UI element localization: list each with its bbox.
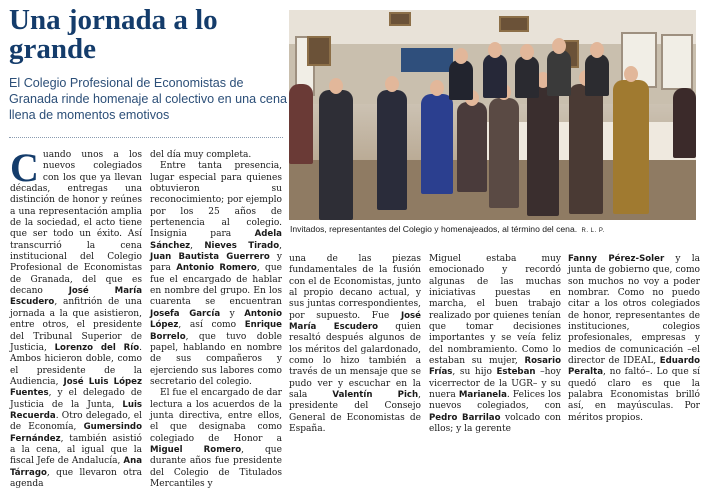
body-column-3 [289, 254, 421, 436]
body-column-2 [150, 150, 282, 490]
person-name: Josefa García [150, 308, 221, 319]
body-text-run: . Felices los nuevos colegiados, con [429, 390, 561, 412]
subheadline: El Colegio Profesional de Economistas de Granada rinde homenaje al colectivo en una cena llena de momentos emotivos [9, 76, 287, 122]
person-name: Nieves Tirado [204, 240, 280, 251]
person-name: Miguel Romero [150, 444, 242, 455]
photo-caption [290, 224, 698, 236]
body-text-run: El fue el encargado de dar lectura a los acuerdos de la junta directiva, entre ellos, el que designaba como colegiado de Honor a [150, 388, 282, 444]
body-text-run: quien resaltó después algunos de los méritos del galardonado, como lo hizo también a través de un mensaje que se pudo ver y escuchar en la sala [289, 322, 421, 401]
body-text-run: , no faltó–. Lo que sí quedó claro es que la palabra Economistas brilló así, en mayúsculas. Por méritos propios. [568, 367, 700, 423]
body-column-5 [568, 254, 700, 424]
person-name: Lorenzo del Río [54, 342, 140, 353]
person-name: Enrique Borrelo [150, 320, 282, 342]
body-text-run: , su hijo [452, 367, 497, 378]
body-paragraph [289, 254, 421, 436]
person-name: Adela Sánchez [150, 229, 282, 251]
body-text-run: del día muy completa. [150, 150, 252, 160]
headline: Una jornada a lo grande [9, 4, 218, 65]
body-text-run: , [279, 240, 282, 251]
person-name: Ana Tárrago [10, 456, 142, 478]
body-paragraph [150, 150, 282, 161]
person-name: Fanny Pérez-Soler [568, 254, 665, 264]
body-text-run: . Otro delegado, el de Economía, [10, 410, 142, 433]
person-name: Antonio López [150, 308, 282, 331]
person-name: Gumersindo Fernández [10, 422, 142, 444]
body-paragraph [10, 145, 142, 490]
person-name: Juan Bautista Guerrero [150, 252, 270, 263]
body-text-run: Miguel estaba muy emocionado y recordó algunas de las muchas iniciativas puestas en marcha, el buen trabajo realizado por quienes tenían que tomar decisiones importantes y se veía feliz del nombramiento. Como lo estaban su mujer, [429, 254, 561, 367]
body-text-run: , [190, 240, 205, 251]
divider [9, 137, 283, 138]
body-text-run: uando unos a los nuevos colegiados con los que ya llevan décadas, entregas una distinción de honor y reúnes a una representación amplia de la sociedad, el acto tiene que ser todo un éxito. Así transcurrió la cena institucional del Colegio Profesional de Economistas de Granada, del que es decano [10, 150, 142, 297]
body-text-run: , y el delegado de Justicia de la Junta, [10, 388, 142, 410]
person-name: Esteban [496, 367, 536, 378]
photo-caption-text: Invitados, representantes del Colegio y homenajeados, al término del cena. [290, 224, 578, 234]
body-paragraph [429, 254, 561, 436]
body-text-run: , que llevaron otra agenda [10, 467, 142, 489]
body-text-run: una de las piezas fundamentales de la fusión con el de Economistas, junto al propio decano actual, y sus juntas correspondientes, por supuesto. Fue [289, 254, 421, 321]
person-name: Rosario Frías [429, 356, 561, 378]
body-text-run: , que durante años fue presidente del Colegio de Titulados Mercantiles y [150, 444, 282, 489]
body-text [10, 145, 142, 489]
body-paragraph [150, 161, 282, 388]
person-name: José María Escudero [289, 310, 421, 333]
person-name: Eduardo Peralta [568, 356, 700, 378]
body-text-run: , también asistió a la cena, al igual que la fiscal Jefe de Andalucía, [10, 433, 142, 467]
dropcap: C [10, 145, 39, 190]
body-text-run: , anfitrión de una jornada a la que asistieron, entre otros, el presidente del Tribunal Superior de Justicia, [10, 297, 142, 353]
body-text-run: volcado con ellos; y la gerente [429, 412, 561, 435]
person-name: Marianela [458, 390, 507, 401]
body-column-1 [10, 145, 142, 490]
body-text-run: Entre tanta presencia, lugar especial para quienes obtuvieron su reconocimiento; por ejemplo por los 25 años de pertenencia al colegio. Insignia para [150, 161, 282, 240]
event-photo [289, 10, 696, 220]
body-text-run: –hoy vicerrector de la UGR– y su nuera [429, 367, 561, 401]
body-paragraph [150, 388, 282, 490]
person-name: José María Escudero [10, 286, 142, 308]
body-text-run: y [220, 308, 245, 319]
body-text-run: y la junta de gobierno que, como son muchos no voy a poder nombrar. Como no puedo citar a los otros colegiados de honor, representantes de instituciones, colegios profesionales, empresas y medios de comunicación –el director de IDEAL, [568, 254, 700, 367]
photo-credit: R. L. P. [581, 228, 605, 234]
person-name: Pedro Barrilao [429, 412, 501, 423]
person-name: Valentín Pich [332, 390, 419, 401]
body-text-run: y para [150, 252, 282, 274]
person-name: José Luis López Fuentes [10, 376, 142, 399]
body-text-run: , así como [178, 320, 245, 331]
body-column-4 [429, 254, 561, 436]
body-text-run: , que tuvo doble papel, hablando en nombre de sus compañeros y ejerciendo sus labores como secretario del colegio. [150, 331, 282, 387]
body-paragraph [568, 254, 700, 424]
body-text-run: . Ambos hicieron doble, como el presidente de la Audiencia, [10, 342, 142, 387]
body-text-run: , presidente del Consejo General de Economistas de España. [289, 390, 421, 435]
person-name: Luis Recuerda [10, 399, 142, 421]
body-text-run: , que fue el encargado de hablar en nombre del grupo. En los cuarenta se encuentran [150, 263, 282, 308]
person-name: Antonio Romero [176, 263, 257, 274]
